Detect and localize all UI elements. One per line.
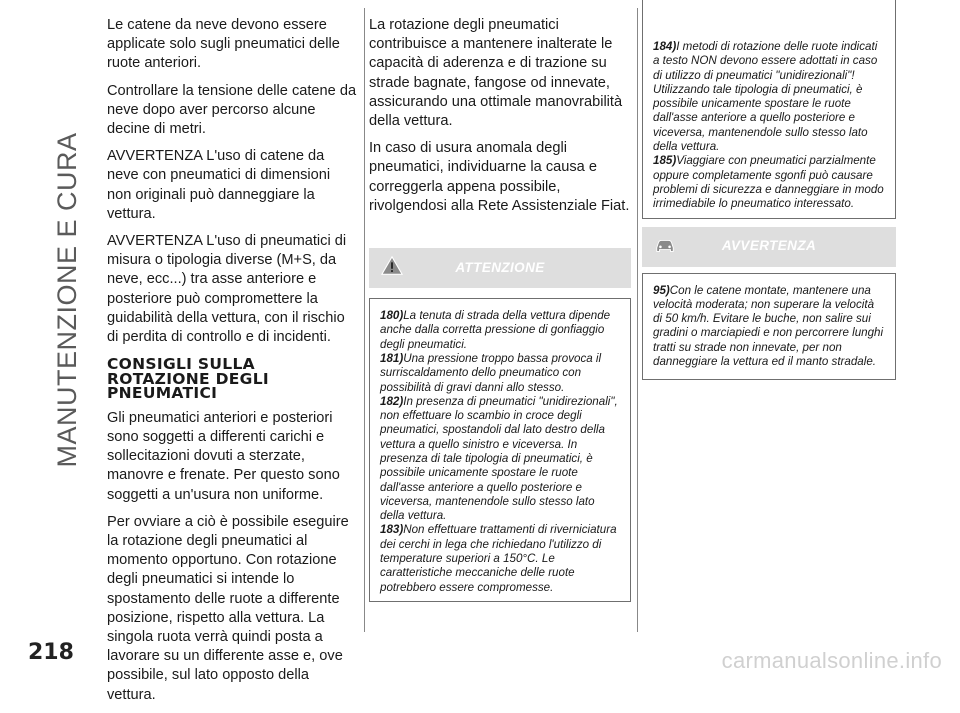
paragraph: Per ovviare a ciò è possibile eseguire la rotazione degli pneumatici al momento opportuno. Con rotazione degli pneumatici si intende lo spostamento delle ruote a differente posizione, rispetto alla vettura. La singola ruota verrà quindi posta a lavorare su un differente asse e, ove possibile, sul lato opposto della vettura. [107, 513, 349, 703]
note-number: 181) [380, 351, 404, 365]
note-item [380, 523, 620, 594]
note-item [653, 284, 885, 370]
section-heading: CONSIGLI SULLA ROTAZIONE DEGLI PNEUMATICI [107, 355, 269, 403]
watermark: carmanualsonline.info [721, 648, 942, 673]
note-text: Una pressione troppo bassa provoca il surriscaldamento dello pneumatico con possibilità di gravi danni allo stesso. [380, 351, 602, 394]
note-item [380, 352, 620, 395]
column-divider [637, 8, 638, 632]
paragraph: Le catene da neve devono essere applicate solo sugli pneumatici delle ruote anteriori. [107, 17, 340, 72]
note-text: I metodi di rotazione delle ruote indicati a testo NON devono essere adottati in caso di utilizzo di pneumatici "unidirezionali"! Utilizzando tale tipologia di pneumatici, è possibile unicamente spostare le ruote dall'asse anteriore a quello posteriore e viceversa, mantenendole sullo stesso lato della vettura. [653, 40, 878, 154]
note-number: 185) [653, 154, 677, 168]
section-title-text: MANUTENZIONE E CURA [52, 132, 82, 468]
text-column-1 [107, 16, 357, 713]
paragraph: La rotazione degli pneumatici contribuisce a mantenere inalterate le capacità di aderenza e di trazione su strade bagnate, fangose od innevate, assicurando una ottimale manovrabilità della vettura. [369, 17, 623, 130]
warning-box [642, 273, 896, 381]
page-number: 218 [28, 640, 74, 665]
note-item [380, 309, 620, 352]
note-number: 95) [653, 283, 670, 297]
warning-triangle-icon [381, 255, 403, 277]
note-text: Viaggiare con pneumatici parzialmente oppure completamente sgonfi può causare problemi di sicurezza e danneggiare in modo irrimediabile lo pneumatico interessato. [653, 154, 884, 211]
note-item [380, 395, 620, 524]
note-number: 182) [380, 394, 404, 408]
note-item [653, 40, 885, 154]
note-item [653, 154, 885, 211]
column-divider [364, 8, 365, 632]
paragraph: In caso di usura anomala degli pneumatici, individuarne la causa e correggerla appena possibile, rivolgendosi alla Rete Assistenziale Fiat. [369, 140, 630, 214]
warning-title: AVVERTENZA [721, 238, 817, 254]
note-number: 184) [653, 40, 677, 53]
note-text: Non effettuare trattamenti di riverniciatura dei cerchi in lega che richiedano l'utilizzo di temperature superiori a 150°C. Le caratteristiche meccaniche delle ruote potrebbero essere compromesse. [380, 523, 617, 594]
note-text: In presenza di pneumatici "unidirezionali", non effettuare lo scambio in croce degli pneumatici, spostandoli dal lato destro della vettura a quello sinistro e viceversa. In presenza di tale tipologia di pneumatici, è possibile unicamente spostare le ruote dall'asse anteriore a quello posteriore e viceversa, mantenendole sullo stesso lato della vettura. [380, 394, 618, 523]
attention-box [369, 298, 631, 602]
text-column-3 [642, 0, 896, 380]
paragraph: Controllare la tensione delle catene da neve dopo aver percorso alcune decine di metri. [107, 82, 357, 138]
paragraph: Gli pneumatici anteriori e posteriori sono soggetti a differenti carichi e sollecitazioni dovuti a sterzate, manovre e frenate. Per questo sono soggetti a un'usura non uniforme. [107, 409, 340, 503]
note-number: 180) [380, 309, 404, 323]
paragraph: AVVERTENZA L'uso di pneumatici di misura o tipologia diverse (M+S, da neve, ecc...) tra asse anteriore e posteriore può compromettere la guidabilità della vettura, con il rischio di perdita di controllo e di incidenti. [107, 233, 347, 346]
paragraph: AVVERTENZA L'uso di catene da neve con pneumatici di dimensioni non originali può danneggiare la vettura. [107, 148, 331, 222]
continued-note-box [642, 0, 896, 219]
car-warning-icon [654, 234, 676, 256]
text-column-2 [369, 16, 631, 602]
warning-banner [642, 227, 896, 267]
note-text: La tenuta di strada della vettura dipende anche dalla corretta pressione di gonfiaggio degli pneumatici. [380, 309, 611, 351]
note-number: 183) [380, 523, 404, 537]
note-text: Con le catene montate, mantenere una velocità moderata; non superare la velocità di 50 km/h. Evitare le buche, non salire sui gradini o marciapiedi e non percorrere lunghi tratti su strade non innevate, per non danneggiare la vettura ed il manto stradale. [653, 283, 884, 369]
attention-banner [369, 248, 631, 288]
attention-title: ATTENZIONE [455, 260, 545, 276]
